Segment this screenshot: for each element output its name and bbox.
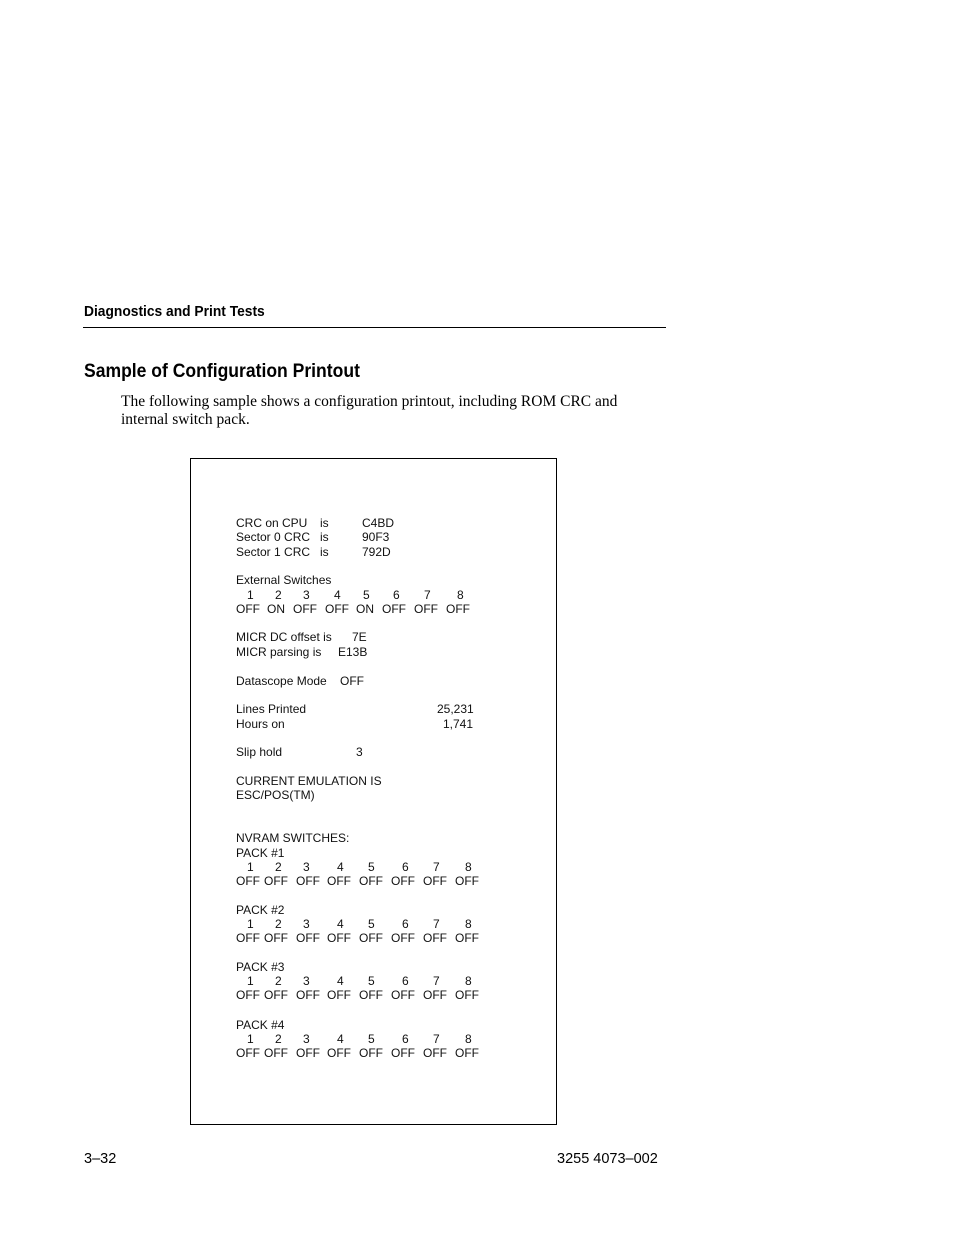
crc-cpu-value: C4BD <box>362 516 395 530</box>
crc-sector0-value: 90F3 <box>362 530 390 544</box>
nvram-pack-switch-state-2: OFF <box>264 874 288 888</box>
page-number: 3–32 <box>84 1151 117 1167</box>
nvram-pack-switch-state-2: OFF <box>264 1046 288 1060</box>
nvram-pack-switch-state-3: OFF <box>296 1046 320 1060</box>
nvram-pack-switch-number-3: 3 <box>303 917 310 931</box>
external-switch-state-5: ON <box>356 602 374 616</box>
nvram-pack-switch-number-1: 1 <box>247 860 254 874</box>
crc-cpu-label: CRC on CPU <box>236 516 308 530</box>
nvram-pack-switch-state-7: OFF <box>423 874 447 888</box>
slip-hold-label: Slip hold <box>236 745 283 759</box>
nvram-pack-switch-state-3: OFF <box>296 874 320 888</box>
nvram-pack-switch-state-7: OFF <box>423 931 447 945</box>
micr-offset-value: 7E <box>352 630 367 644</box>
nvram-pack-switch-state-3: OFF <box>296 988 320 1002</box>
crc-sector0-label: Sector 0 CRC <box>236 530 311 544</box>
nvram-pack-label: PACK #3 <box>236 960 285 974</box>
nvram-pack-switch-number-8: 8 <box>465 974 472 988</box>
nvram-pack-switch-number-4: 4 <box>337 917 344 931</box>
intro-paragraph: The following sample shows a configuration printout, including ROM CRC and internal switch pack. <box>121 393 618 428</box>
external-switch-state-6: OFF <box>382 602 406 616</box>
nvram-pack-switch-number-6: 6 <box>402 974 409 988</box>
emulation-line1: CURRENT EMULATION IS <box>236 774 382 788</box>
datascope-label: Datascope Mode <box>236 674 327 688</box>
crc-sector0-is: is <box>320 530 329 544</box>
nvram-pack-switch-state-6: OFF <box>391 931 415 945</box>
nvram-pack-switch-state-8: OFF <box>455 988 479 1002</box>
hours-on-label: Hours on <box>236 717 285 731</box>
emulation-line2: ESC/POS(TM) <box>236 788 315 802</box>
lines-printed-value: 25,231 <box>437 702 474 716</box>
nvram-pack-switch-number-6: 6 <box>402 1032 409 1046</box>
nvram-pack-switch-state-1: OFF <box>236 1046 260 1060</box>
external-switches-title: External Switches <box>236 573 332 587</box>
nvram-pack-switch-number-5: 5 <box>368 974 375 988</box>
nvram-pack-switch-state-4: OFF <box>327 931 351 945</box>
external-switch-number-1: 1 <box>247 588 254 602</box>
nvram-pack-switch-state-1: OFF <box>236 931 260 945</box>
external-switch-number-8: 8 <box>457 588 464 602</box>
nvram-pack-label: PACK #1 <box>236 846 285 860</box>
nvram-pack-switch-number-7: 7 <box>433 1032 440 1046</box>
nvram-pack-switch-number-1: 1 <box>247 917 254 931</box>
nvram-pack-switch-number-3: 3 <box>303 860 310 874</box>
nvram-pack-switch-number-6: 6 <box>402 917 409 931</box>
micr-parsing-label: MICR parsing is <box>236 645 322 659</box>
nvram-pack-switch-state-4: OFF <box>327 988 351 1002</box>
external-switch-number-2: 2 <box>275 588 282 602</box>
nvram-pack-switch-number-1: 1 <box>247 974 254 988</box>
external-switch-state-8: OFF <box>446 602 470 616</box>
nvram-pack-switch-state-7: OFF <box>423 988 447 1002</box>
micr-offset-label: MICR DC offset is <box>236 630 332 644</box>
external-switch-state-1: OFF <box>236 602 260 616</box>
nvram-pack-switch-state-7: OFF <box>423 1046 447 1060</box>
document-number: 3255 4073–002 <box>557 1151 658 1167</box>
nvram-pack-switch-number-5: 5 <box>368 860 375 874</box>
header-rule <box>83 327 666 328</box>
nvram-pack-switch-state-5: OFF <box>359 874 383 888</box>
nvram-pack-switch-number-8: 8 <box>465 860 472 874</box>
nvram-pack-switch-state-2: OFF <box>264 988 288 1002</box>
nvram-pack-switch-number-4: 4 <box>337 860 344 874</box>
slip-hold-value: 3 <box>356 745 363 759</box>
nvram-pack-switch-number-2: 2 <box>275 860 282 874</box>
nvram-pack-switch-number-4: 4 <box>337 1032 344 1046</box>
nvram-pack-switch-number-1: 1 <box>247 1032 254 1046</box>
nvram-pack-switch-state-8: OFF <box>455 931 479 945</box>
crc-sector1-is: is <box>320 545 329 559</box>
nvram-pack-switch-state-8: OFF <box>455 1046 479 1060</box>
nvram-pack-switch-number-2: 2 <box>275 1032 282 1046</box>
nvram-pack-switch-state-6: OFF <box>391 988 415 1002</box>
crc-cpu-is: is <box>320 516 329 530</box>
nvram-pack-switch-state-8: OFF <box>455 874 479 888</box>
nvram-pack-switch-number-5: 5 <box>368 917 375 931</box>
nvram-pack-switch-number-3: 3 <box>303 974 310 988</box>
nvram-pack-switch-state-5: OFF <box>359 931 383 945</box>
nvram-pack-switch-number-6: 6 <box>402 860 409 874</box>
nvram-pack-switch-number-7: 7 <box>433 860 440 874</box>
nvram-pack-switch-state-5: OFF <box>359 988 383 1002</box>
hours-on-value: 1,741 <box>443 717 474 731</box>
nvram-pack-switch-state-1: OFF <box>236 988 260 1002</box>
nvram-pack-switch-number-2: 2 <box>275 917 282 931</box>
nvram-pack-label: PACK #4 <box>236 1018 285 1032</box>
nvram-pack-switch-number-5: 5 <box>368 1032 375 1046</box>
nvram-pack-switch-state-1: OFF <box>236 874 260 888</box>
nvram-pack-switch-number-3: 3 <box>303 1032 310 1046</box>
nvram-pack-switch-number-4: 4 <box>337 974 344 988</box>
section-header: Diagnostics and Print Tests <box>84 303 265 320</box>
nvram-pack-switch-state-4: OFF <box>327 874 351 888</box>
external-switch-number-4: 4 <box>334 588 341 602</box>
external-switch-number-7: 7 <box>424 588 431 602</box>
external-switch-state-4: OFF <box>325 602 349 616</box>
nvram-pack-switch-state-6: OFF <box>391 1046 415 1060</box>
nvram-pack-switch-number-7: 7 <box>433 974 440 988</box>
crc-sector1-label: Sector 1 CRC <box>236 545 311 559</box>
crc-sector1-value: 792D <box>362 545 391 559</box>
nvram-pack-switch-state-2: OFF <box>264 931 288 945</box>
external-switch-state-3: OFF <box>293 602 317 616</box>
nvram-pack-switch-state-5: OFF <box>359 1046 383 1060</box>
nvram-pack-switch-state-6: OFF <box>391 874 415 888</box>
nvram-pack-switch-number-2: 2 <box>275 974 282 988</box>
configuration-printout <box>190 458 557 1125</box>
nvram-pack-switch-number-8: 8 <box>465 917 472 931</box>
external-switch-number-3: 3 <box>303 588 310 602</box>
external-switch-number-6: 6 <box>393 588 400 602</box>
nvram-pack-switch-state-4: OFF <box>327 1046 351 1060</box>
external-switch-state-7: OFF <box>414 602 438 616</box>
nvram-pack-switch-state-3: OFF <box>296 931 320 945</box>
nvram-pack-label: PACK #2 <box>236 903 285 917</box>
external-switch-number-5: 5 <box>363 588 370 602</box>
micr-parsing-value: E13B <box>338 645 368 659</box>
lines-printed-label: Lines Printed <box>236 702 307 716</box>
external-switch-state-2: ON <box>267 602 285 616</box>
page-title: Sample of Configuration Printout <box>84 360 360 382</box>
datascope-value: OFF <box>340 674 364 688</box>
nvram-pack-switch-number-8: 8 <box>465 1032 472 1046</box>
nvram-pack-switch-number-7: 7 <box>433 917 440 931</box>
nvram-title: NVRAM SWITCHES: <box>236 831 350 845</box>
